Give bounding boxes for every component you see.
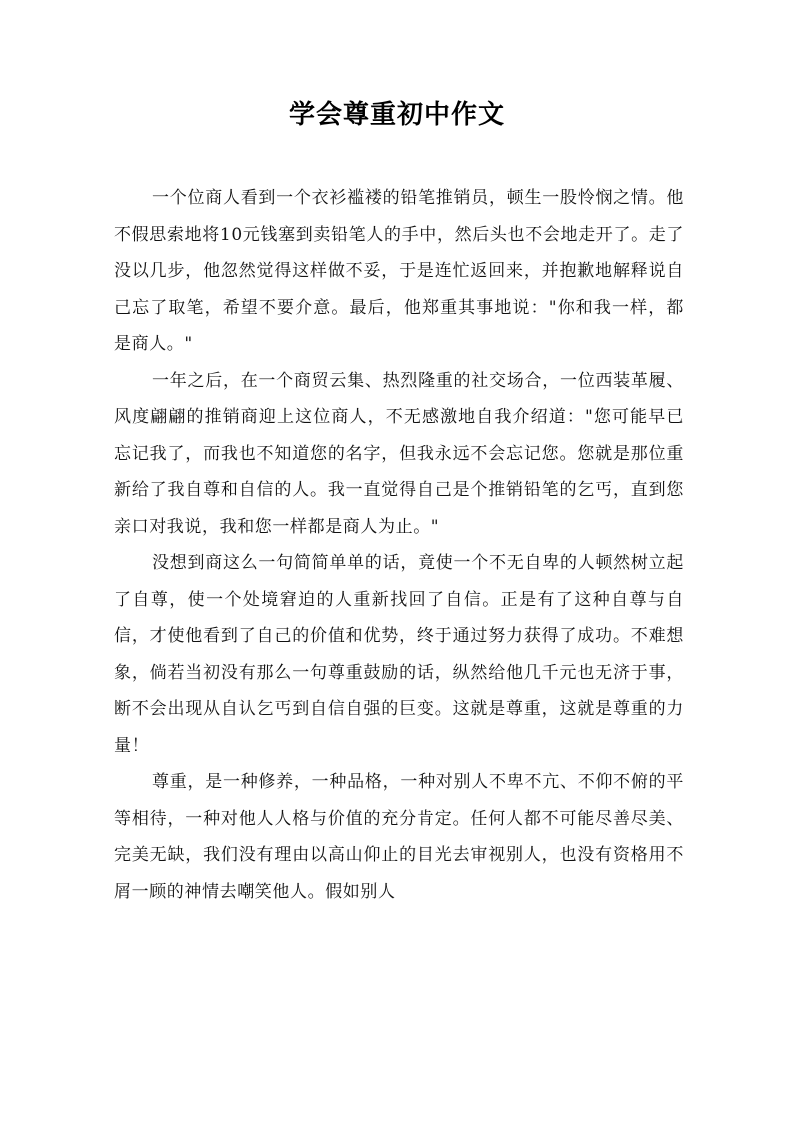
document-title: 学会尊重初中作文	[288, 100, 505, 130]
paragraph-2: 一年之后，在一个商贸云集、热烈隆重的社交场合，一位西装革履、风度翩翩的推销商迎上这位商人，不无感激地自我介绍道："您可能早已忘记我了，而我也不知道您的名字，但我永远不会忘记您。您就是那位重新给了我自尊和自信的人。我一直觉得自己是个推销铅笔的乞丐，直到您亲口对我说，我和您一样都是商人为止。"	[114, 370, 684, 537]
document-body	[114, 180, 684, 910]
paragraph-4: 尊重，是一种修养，一种品格，一种对别人不卑不亢、不仰不俯的平等相待，一种对他人人格与价值的充分肯定。任何人都不可能尽善尽美、完美无缺，我们没有理由以高山仰止的目光去审视别人，也没有资格用不屑一顾的神情去嘲笑他人。假如别人	[114, 772, 684, 902]
paragraph-3: 没想到商这么一句简简单单的话，竟使一个不无自卑的人顿然树立起了自尊，使一个处境窘迫的人重新找回了自信。正是有了这种自尊与自信，才使他看到了自己的价值和优势，终于通过努力获得了成功。不难想象，倘若当初没有那么一句尊重鼓励的话，纵然给他几千元也无济于事，断不会出现从自认乞丐到自信自强的巨变。这就是尊重，这就是尊重的力量！	[114, 553, 684, 756]
paragraph-1: 一个位商人看到一个衣衫褴褛的铅笔推销员，顿生一股怜悯之情。他不假思索地将10元钱塞到卖铅笔人的手中，然后头也不会地走开了。走了没以几步，他忽然觉得这样做不妥，于是连忙返回来，并抱歉地解释说自己忘了取笔，希望不要介意。最后，他郑重其事地说："你和我一样，都是商人。"	[114, 188, 684, 354]
